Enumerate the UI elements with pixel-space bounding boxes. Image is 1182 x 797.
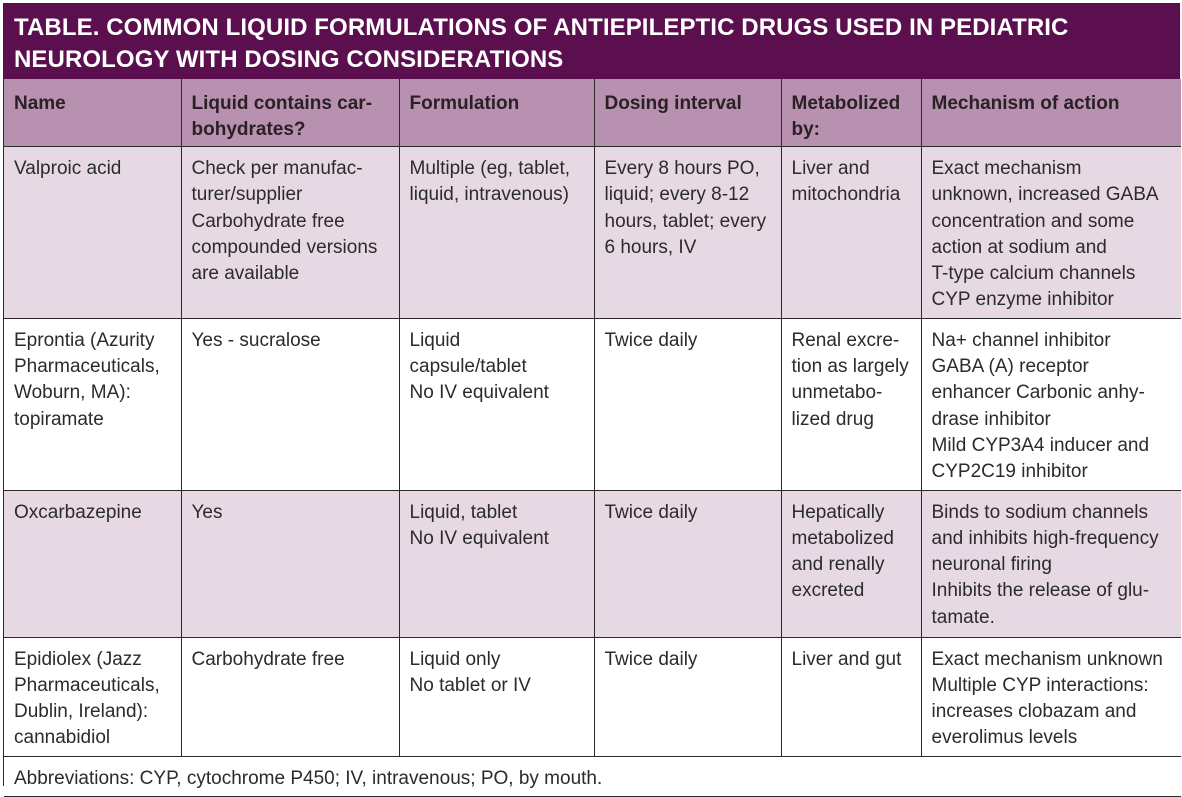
cell-dosing-interval: Twice daily (594, 490, 781, 637)
table-row (4, 490, 1181, 637)
table-row (4, 637, 1181, 756)
cell-mechanism: Binds to sodium channels and inhibits high-frequency neuronal firing Inhibits the release of glu- tamate. (921, 490, 1181, 637)
cell-name: Epidiolex (Jazz Pharmaceuticals, Dublin, Ireland): cannabidiol (4, 637, 181, 756)
cell-carbohydrates: Carbohydrate free (181, 637, 399, 756)
cell-carbohydrates: Yes - sucralose (181, 318, 399, 490)
cell-carbohydrates: Check per manufac- turer/supplier Carbohydrate free compounded versions are available (181, 147, 399, 319)
header-row (4, 79, 1181, 147)
cell-metabolized-by: Liver and mitochondria (781, 147, 921, 319)
table-row (4, 147, 1181, 319)
footnote: Abbreviations: CYP, cytochrome P450; IV, intravenous; PO, by mouth. (4, 756, 1181, 796)
cell-mechanism: Na+ channel inhibitor GABA (A) receptor enhancer Carbonic anhy- drase inhibitor Mild CYP3A4 inducer and CYP2C19 inhibitor (921, 318, 1181, 490)
column-header-name: Name (4, 79, 181, 147)
cell-dosing-interval: Every 8 hours PO, liquid; every 8-12 hours, tablet; every 6 hours, IV (594, 147, 781, 319)
cell-carbohydrates: Yes (181, 490, 399, 637)
cell-formulation: Liquid, tablet No IV equivalent (399, 490, 594, 637)
cell-formulation: Liquid capsule/tablet No IV equivalent (399, 318, 594, 490)
column-header-carbohydrates: Liquid contains car- bohydrates? (181, 79, 399, 147)
column-header-formulation: Formulation (399, 79, 594, 147)
column-header-dosing-interval: Dosing interval (594, 79, 781, 147)
cell-formulation: Liquid only No tablet or IV (399, 637, 594, 756)
cell-name: Valproic acid (4, 147, 181, 319)
table-title-line: TABLE. COMMON LIQUID FORMULATIONS OF ANTIEPILEPTIC DRUGS USED IN PEDIATRIC (14, 14, 1069, 41)
cell-dosing-interval: Twice daily (594, 637, 781, 756)
table-frame (3, 3, 1180, 789)
table-row (4, 318, 1181, 490)
column-header-metabolized-by: Metabolized by: (781, 79, 921, 147)
cell-metabolized-by: Hepatically metabolized and renally excreted (781, 490, 921, 637)
cell-formulation: Multiple (eg, tablet, liquid, intravenous) (399, 147, 594, 319)
column-header-mechanism: Mechanism of action (921, 79, 1181, 147)
table-title (4, 4, 1179, 79)
cell-mechanism: Exact mechanism unknown, increased GABA concentration and some action at sodium and T-type calcium channels CYP enzyme inhibitor (921, 147, 1181, 319)
cell-metabolized-by: Liver and gut (781, 637, 921, 756)
cell-name: Oxcarbazepine (4, 490, 181, 637)
cell-name: Eprontia (Azurity Pharmaceuticals, Woburn, MA): topiramate (4, 318, 181, 490)
cell-metabolized-by: Renal excre- tion as largely unmetabo- lized drug (781, 318, 921, 490)
cell-mechanism: Exact mechanism unknown Multiple CYP interactions: increases clobazam and everolimus levels (921, 637, 1181, 756)
drug-table (4, 79, 1181, 797)
footnote-row (4, 756, 1181, 796)
table-title-line: NEUROLOGY WITH DOSING CONSIDERATIONS (14, 46, 564, 73)
cell-dosing-interval: Twice daily (594, 318, 781, 490)
